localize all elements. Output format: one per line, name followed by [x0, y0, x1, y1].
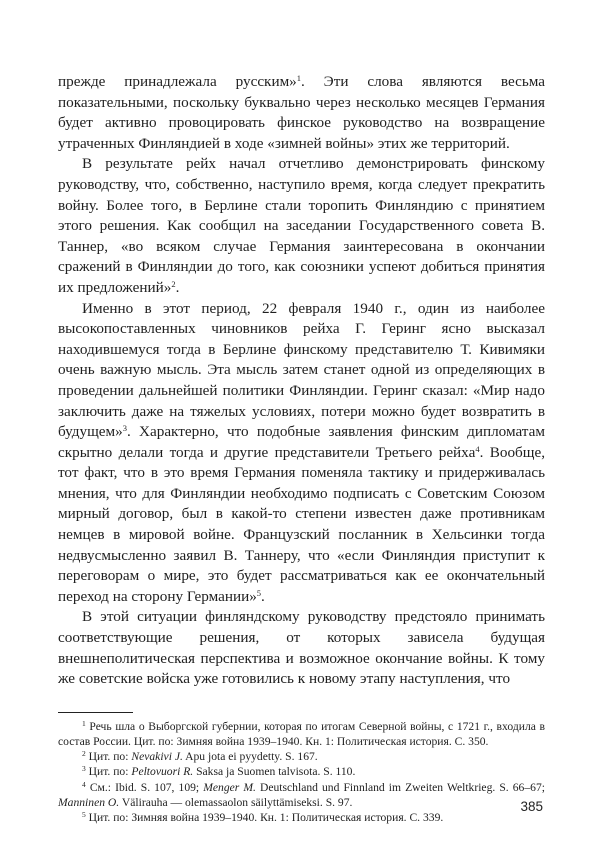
footnote — [58, 719, 545, 749]
text-run: В результате рейх начал отчетливо демонстрировать финскому руководству, что, собственно, наступило время, когда следует прекратить войну. Более того, в Берлине стали торопить Финляндию с принятием этого решения. Как сообщил на заседании Государственного совета В. Таннер, «во всяком случае Германия заинтересована в окончании сражений в Финляндии до того, как союзники успеют добиться принятия их предложений» — [58, 155, 545, 296]
author-name: Nevakivi J. — [131, 750, 183, 764]
paragraph — [58, 154, 545, 298]
footnote — [58, 749, 545, 764]
paragraph — [58, 299, 545, 608]
footnote-number: 4 — [82, 779, 86, 789]
text-run: прежде принадлежала русским» — [58, 73, 297, 90]
body-text — [58, 72, 545, 690]
footnote-number: 2 — [82, 749, 86, 759]
text-run: Välirauha — olemassaolon säilyttämiseksi. S. 97. — [119, 795, 353, 809]
footnote-ref: 2 — [171, 278, 176, 289]
text-run: Цит. по: Зимняя война 1939–1940. Кн. 1: Политическая история. С. 339. — [88, 811, 444, 825]
text-run: Deutschland und Finnland im Zweiten Weltkrieg. S. 66–67; — [255, 780, 545, 794]
text-run: . — [261, 587, 265, 605]
footnote-separator — [58, 712, 133, 713]
text-run: . Вообще, тот факт, что в это время Германия поменяла тактику и придерживалась мнения, что для Финляндии необходимо подписать с Советским Союзом мирный договор, был в какой-то степени известен даже противникам немцев в мировой войне. Французский посланник в Хельсинки тогда недвусмысленно заявил В. Таннеру, что «если Финляндия приступит к переговорам о мире, это будет рассматриваться как ее окончательный переход на сторону Германии» — [58, 443, 546, 605]
author-name: Manninen O. — [58, 795, 120, 809]
paragraph — [58, 72, 545, 154]
footnote — [58, 764, 545, 779]
footnote — [58, 780, 545, 810]
footnote-ref: 4 — [475, 443, 480, 454]
footnote — [58, 810, 545, 825]
footnote-number: 5 — [82, 810, 86, 820]
author-name: Menger M. — [203, 780, 256, 794]
text-run: Речь шла о Выборгской губернии, которая по итогам Северной войны, с 1721 г., входила в состав России. Цит. по: Зимняя война 1939–1940. Кн. 1: Политическая история. С. 350. — [58, 719, 545, 749]
page-number: 385 — [520, 799, 543, 814]
footnote-number: 1 — [82, 718, 86, 728]
footnote-number: 3 — [82, 764, 86, 774]
text-run: В этой ситуации финляндскому руководству предстояло принимать соответствующие решения, от которых зависела будущая внешнеполитическая перспектива и возможное окончание войны. К тому же советские войска уже готовились к новому этапу наступления, что — [58, 608, 545, 688]
paragraph — [58, 607, 545, 689]
text-run: . Эти слова являются весьма показательными, поскольку буквально через несколько месяцев Германия будет активно провоцировать финское руководство на возвращение утраченных Финляндией в ходе «зимней войны» этих же территорий. — [58, 73, 546, 152]
text-run: Saksa ja Suomen talvisota. S. 110. — [193, 765, 356, 779]
text-run: . — [175, 278, 180, 296]
text-run: См.: Ibid. S. 107, 109; — [89, 780, 204, 794]
footnotes — [58, 719, 545, 825]
text-run: Цит. по: — [88, 765, 132, 779]
text-run: . Характерно, что подобные заявления финским дипломатам скрытно делали тогда и другие представители Третьего рейха — [58, 423, 545, 461]
text-run: Apu jota ei pyydetty. S. 167. — [182, 750, 318, 764]
footnote-ref: 3 — [122, 423, 127, 434]
author-name: Peltovuori R. — [131, 765, 194, 779]
text-run: Именно в этот период, 22 февраля 1940 г., один из наиболее высокопоставленных чиновников рейха Г. Геринг ясно высказал находившемуся тогда в Берлине финскому представителю Т. Кивимяки очень важную мысль. Эта мысль затем станет одной из определяющих в проведении дальнейшей политики Финляндии. Геринг сказал: «Мир надо заключить даже на тяжелых условиях, потери можно будет возвратить в будущем» — [58, 299, 545, 441]
text-run: Цит. по: — [88, 750, 132, 764]
book-page — [58, 72, 545, 825]
footnote-ref: 1 — [296, 73, 302, 83]
footnote-ref: 5 — [256, 587, 262, 598]
